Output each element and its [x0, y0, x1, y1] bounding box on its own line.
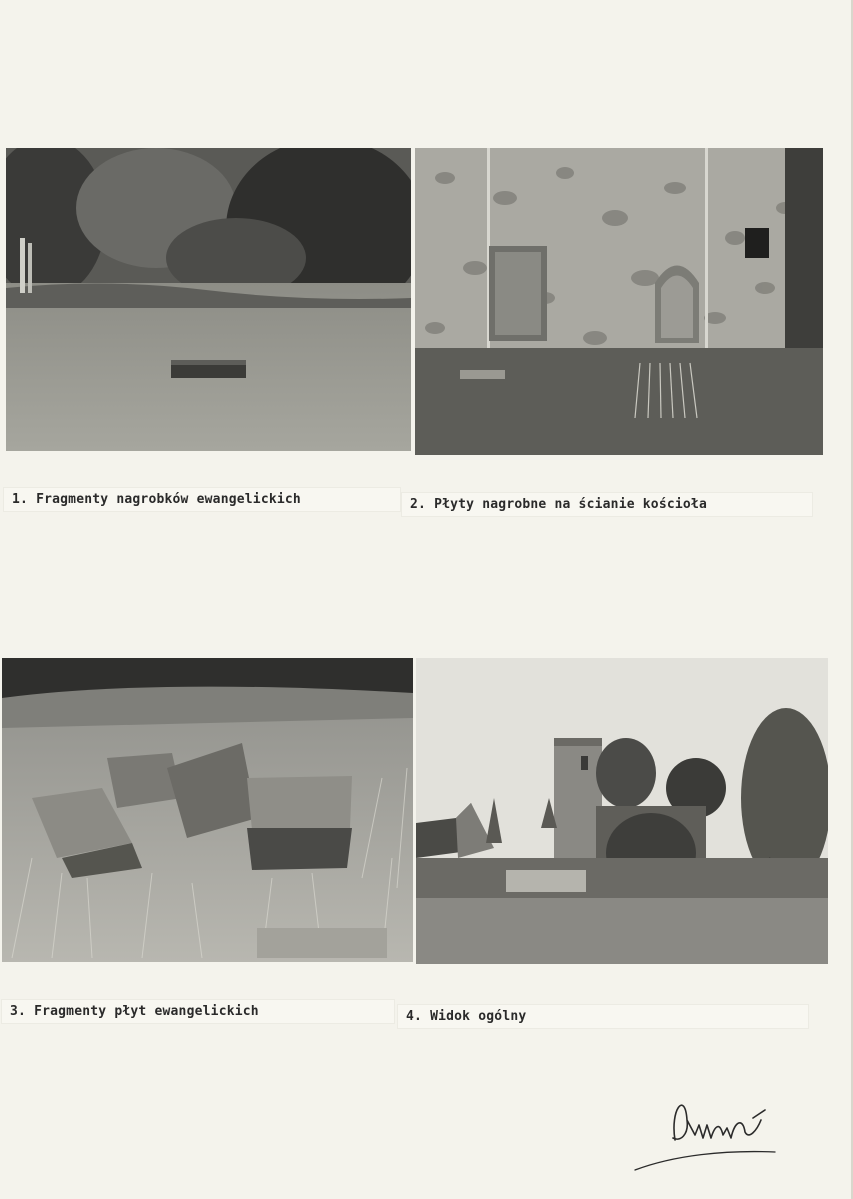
handwritten-signature	[625, 1080, 785, 1180]
photo-3-fragments	[2, 658, 413, 962]
photo-1-cemetery	[6, 148, 411, 451]
photo-2-church-wall	[415, 148, 823, 455]
caption-1: 1. Fragmenty nagrobków ewangelickich	[4, 488, 400, 511]
caption-4: 4. Widok ogólny	[398, 1005, 808, 1028]
caption-2: 2. Płyty nagrobne na ścianie kościoła	[402, 493, 812, 516]
photo-4-general-view	[416, 658, 828, 964]
caption-3: 3. Fragmenty płyt ewangelickich	[2, 1000, 394, 1023]
